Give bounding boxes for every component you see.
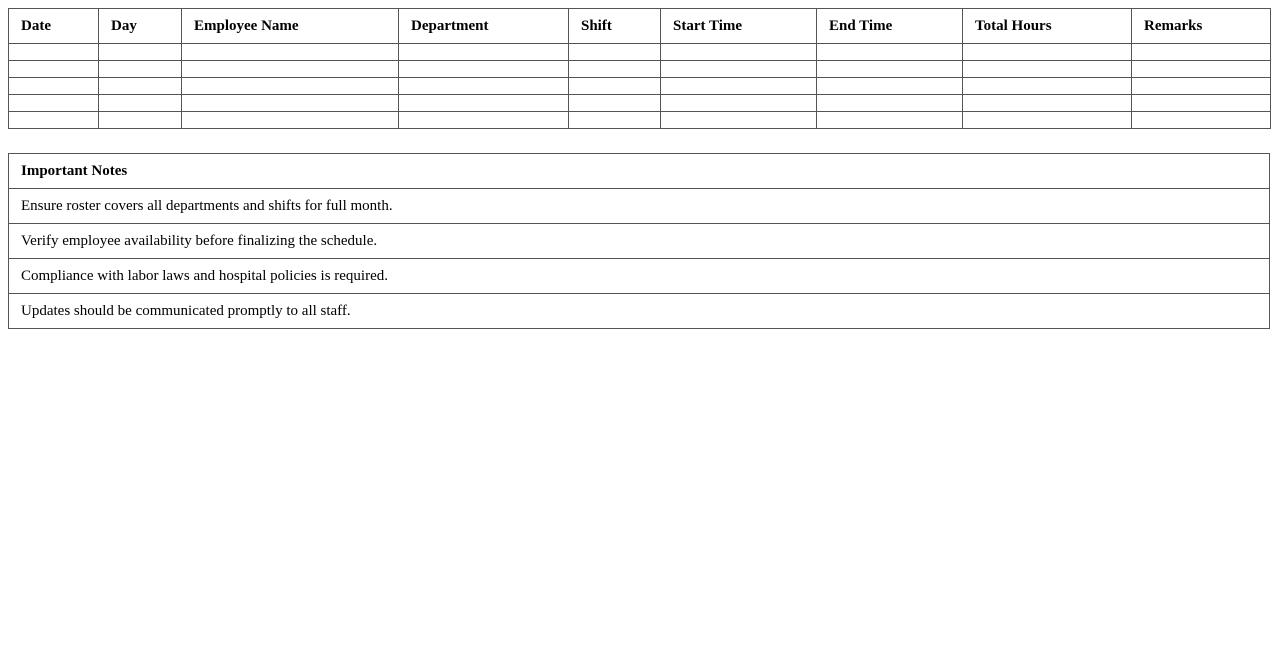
table-cell (9, 78, 99, 95)
column-header-date: Date (9, 9, 99, 44)
table-cell (1132, 95, 1271, 112)
table-cell (963, 44, 1132, 61)
table-cell (9, 44, 99, 61)
column-header-end-time: End Time (817, 9, 963, 44)
table-cell (9, 61, 99, 78)
roster-header-row (9, 9, 1271, 44)
table-cell (569, 61, 661, 78)
table-cell (963, 78, 1132, 95)
table-cell (817, 95, 963, 112)
roster-table (8, 8, 1271, 129)
table-row (9, 95, 1271, 112)
table-cell (399, 44, 569, 61)
table-cell (99, 78, 182, 95)
table-cell (569, 112, 661, 129)
table-cell (99, 44, 182, 61)
table-cell (661, 112, 817, 129)
table-cell (9, 95, 99, 112)
table-cell (817, 112, 963, 129)
column-header-day: Day (99, 9, 182, 44)
table-cell (963, 112, 1132, 129)
table-cell (817, 61, 963, 78)
table-cell (182, 44, 399, 61)
column-header-shift: Shift (569, 9, 661, 44)
table-cell (817, 44, 963, 61)
notes-heading-row (9, 154, 1270, 189)
table-cell (99, 112, 182, 129)
table-cell (963, 95, 1132, 112)
notes-heading: Important Notes (9, 154, 1270, 189)
table-cell (1132, 78, 1271, 95)
table-cell (569, 95, 661, 112)
table-row (9, 78, 1271, 95)
note-row (9, 294, 1270, 329)
table-cell (99, 61, 182, 78)
note-item: Compliance with labor laws and hospital policies is required. (9, 259, 1270, 294)
table-cell (569, 44, 661, 61)
table-cell (182, 112, 399, 129)
table-cell (661, 61, 817, 78)
document-page (8, 8, 1270, 329)
table-cell (1132, 112, 1271, 129)
column-header-start-time: Start Time (661, 9, 817, 44)
note-item: Updates should be communicated promptly to all staff. (9, 294, 1270, 329)
note-row (9, 259, 1270, 294)
table-row (9, 112, 1271, 129)
note-item: Verify employee availability before finalizing the schedule. (9, 224, 1270, 259)
table-cell (399, 95, 569, 112)
table-cell (399, 78, 569, 95)
column-header-employee-name: Employee Name (182, 9, 399, 44)
table-cell (963, 61, 1132, 78)
table-cell (99, 95, 182, 112)
table-cell (9, 112, 99, 129)
column-header-total-hours: Total Hours (963, 9, 1132, 44)
table-cell (182, 78, 399, 95)
table-cell (661, 95, 817, 112)
table-cell (399, 61, 569, 78)
table-cell (399, 112, 569, 129)
column-header-department: Department (399, 9, 569, 44)
table-cell (182, 61, 399, 78)
table-cell (661, 78, 817, 95)
table-cell (661, 44, 817, 61)
note-row (9, 224, 1270, 259)
table-cell (569, 78, 661, 95)
table-cell (182, 95, 399, 112)
important-notes-table (8, 153, 1270, 329)
table-cell (1132, 44, 1271, 61)
table-row (9, 44, 1271, 61)
table-cell (817, 78, 963, 95)
note-row (9, 189, 1270, 224)
table-cell (1132, 61, 1271, 78)
column-header-remarks: Remarks (1132, 9, 1271, 44)
table-row (9, 61, 1271, 78)
note-item: Ensure roster covers all departments and shifts for full month. (9, 189, 1270, 224)
